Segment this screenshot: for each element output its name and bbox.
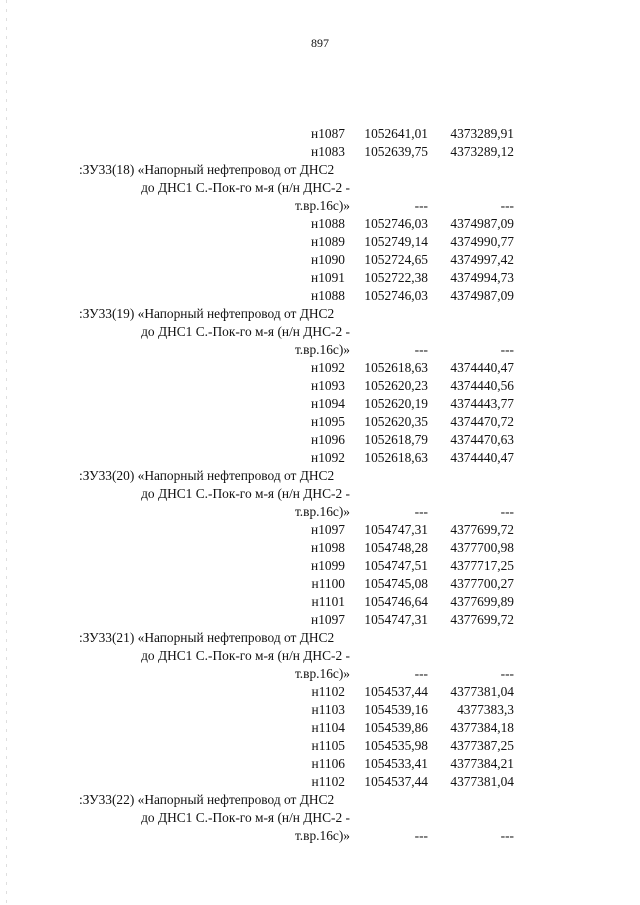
x-dash: --- [414,828,428,843]
x-coordinate: 1052620,35 [364,414,428,429]
point-id: н1104 [311,720,345,735]
y-coordinate: 4374443,77 [450,396,514,411]
plot-title-text: :ЗУ33(20) «Напорный нефтепровод от ДНС2 [79,468,335,483]
plot-title-line [0,485,640,503]
y-coordinate: 4374997,42 [450,252,514,267]
y-coordinate: 4374987,09 [450,288,514,303]
point-id: н1092 [311,360,345,375]
plot-title-line [0,809,640,827]
y-coordinate: 4374440,47 [450,450,514,465]
x-dash: --- [414,198,428,213]
table-row [0,215,640,233]
plot-title-text: :ЗУ33(21) «Напорный нефтепровод от ДНС2 [79,630,335,645]
table-row [0,287,640,305]
point-id: н1092 [311,450,345,465]
y-coordinate: 4377381,04 [450,684,514,699]
x-coordinate: 1054537,44 [364,774,428,789]
x-dash: --- [414,342,428,357]
y-dash: --- [500,198,514,213]
plot-title-text: т.вр.16с)» [294,828,350,843]
plot-title-line [0,791,640,809]
x-coordinate: 1052722,38 [364,270,428,285]
x-coordinate: 1052618,63 [364,450,428,465]
table-row [0,143,640,161]
plot-title-text: :ЗУ33(19) «Напорный нефтепровод от ДНС2 [79,306,335,321]
x-coordinate: 1052641,01 [364,126,428,141]
land-plot-block [0,791,640,845]
x-coordinate: 1054535,98 [364,738,428,753]
point-id: н1103 [311,702,345,717]
y-coordinate: 4374990,77 [450,234,514,249]
table-row [0,575,640,593]
x-coordinate: 1054745,08 [364,576,428,591]
point-id: н1096 [311,432,345,447]
plot-title-line [0,467,640,485]
table-row [0,701,640,719]
point-id: н1094 [311,396,345,411]
plot-title-line [0,305,640,323]
x-coordinate: 1052724,65 [364,252,428,267]
plot-title-line [0,197,640,215]
x-coordinate: 1054747,31 [364,612,428,627]
x-coordinate: 1052618,63 [364,360,428,375]
table-row [0,395,640,413]
table-row [0,251,640,269]
land-plot-block [0,629,640,791]
table-row [0,359,640,377]
table-row [0,755,640,773]
x-coordinate: 1054537,44 [364,684,428,699]
plot-title-line [0,179,640,197]
coordinates-table [0,125,640,845]
y-coordinate: 4377700,27 [450,576,514,591]
point-id: н1098 [311,540,345,555]
table-row [0,269,640,287]
point-id: н1088 [311,288,345,303]
land-plot-block [0,467,640,629]
y-coordinate: 4377384,21 [450,756,514,771]
y-dash: --- [500,342,514,357]
x-coordinate: 1054539,16 [364,702,428,717]
point-id: н1095 [311,414,345,429]
point-id: н1100 [311,576,345,591]
y-coordinate: 4377699,89 [450,594,514,609]
point-id: н1093 [311,378,345,393]
table-row [0,593,640,611]
land-plot-block [0,305,640,467]
plot-title-text: до ДНС1 С.-Пок-го м-я (н/н ДНС-2 - [141,324,350,339]
y-coordinate: 4377699,72 [450,522,514,537]
table-row [0,377,640,395]
point-id: н1099 [311,558,345,573]
x-coordinate: 1052639,75 [364,144,428,159]
plot-title-line [0,323,640,341]
y-coordinate: 4374470,72 [450,414,514,429]
x-coordinate: 1054748,28 [364,540,428,555]
x-coordinate: 1052746,03 [364,288,428,303]
table-row [0,521,640,539]
x-coordinate: 1052746,03 [364,216,428,231]
point-id: н1097 [311,612,345,627]
y-coordinate: 4374470,63 [450,432,514,447]
y-coordinate: 4374987,09 [450,216,514,231]
table-row [0,449,640,467]
point-id: н1102 [311,684,345,699]
plot-title-line [0,161,640,179]
point-id: н1083 [311,144,345,159]
table-row [0,413,640,431]
point-id: н1101 [311,594,345,609]
y-coordinate: 4373289,12 [450,144,514,159]
y-coordinate: 4373289,91 [450,126,514,141]
x-dash: --- [414,504,428,519]
y-coordinate: 4377699,72 [450,612,514,627]
plot-title-text: т.вр.16с)» [294,342,350,357]
point-id: н1106 [311,756,345,771]
plot-title-text: :ЗУ33(18) «Напорный нефтепровод от ДНС2 [79,162,335,177]
plot-title-line [0,827,640,845]
y-coordinate: 4377717,25 [450,558,514,573]
land-plot-block [0,125,640,161]
x-coordinate: 1054533,41 [364,756,428,771]
y-coordinate: 4377384,18 [450,720,514,735]
point-id: н1102 [311,774,345,789]
point-id: н1087 [311,126,345,141]
plot-title-text: до ДНС1 С.-Пок-го м-я (н/н ДНС-2 - [141,180,350,195]
plot-title-text: до ДНС1 С.-Пок-го м-я (н/н ДНС-2 - [141,486,350,501]
y-dash: --- [500,828,514,843]
point-id: н1097 [311,522,345,537]
y-coordinate: 4374994,73 [450,270,514,285]
table-row [0,431,640,449]
land-plot-block [0,161,640,305]
table-row [0,557,640,575]
point-id: н1090 [311,252,345,267]
table-row [0,683,640,701]
y-coordinate: 4377700,98 [450,540,514,555]
plot-title-line [0,647,640,665]
plot-title-text: т.вр.16с)» [294,666,350,681]
point-id: н1091 [311,270,345,285]
x-coordinate: 1052620,23 [364,378,428,393]
plot-title-line [0,665,640,683]
table-row [0,125,640,143]
y-coordinate: 4377387,25 [450,738,514,753]
table-row [0,539,640,557]
y-coordinate: 4377383,3 [457,702,514,717]
plot-title-line [0,629,640,647]
plot-title-text: до ДНС1 С.-Пок-го м-я (н/н ДНС-2 - [141,648,350,663]
y-coordinate: 4374440,47 [450,360,514,375]
point-id: н1088 [311,216,345,231]
table-row [0,719,640,737]
x-dash: --- [414,666,428,681]
plot-title-line [0,341,640,359]
x-coordinate: 1052749,14 [364,234,428,249]
y-dash: --- [500,504,514,519]
page-number: 897 [311,36,329,50]
x-coordinate: 1052620,19 [364,396,428,411]
point-id: н1089 [311,234,345,249]
x-coordinate: 1052618,79 [364,432,428,447]
y-dash: --- [500,666,514,681]
table-row [0,611,640,629]
table-row [0,737,640,755]
plot-title-text: :ЗУ33(22) «Напорный нефтепровод от ДНС2 [79,792,335,807]
x-coordinate: 1054747,51 [364,558,428,573]
y-coordinate: 4374440,56 [450,378,514,393]
x-coordinate: 1054746,64 [364,594,428,609]
x-coordinate: 1054747,31 [364,522,428,537]
table-row [0,233,640,251]
plot-title-text: т.вр.16с)» [294,504,350,519]
plot-title-line [0,503,640,521]
x-coordinate: 1054539,86 [364,720,428,735]
point-id: н1105 [311,738,345,753]
plot-title-text: до ДНС1 С.-Пок-го м-я (н/н ДНС-2 - [141,810,350,825]
plot-title-text: т.вр.16с)» [294,198,350,213]
table-row [0,773,640,791]
y-coordinate: 4377381,04 [450,774,514,789]
